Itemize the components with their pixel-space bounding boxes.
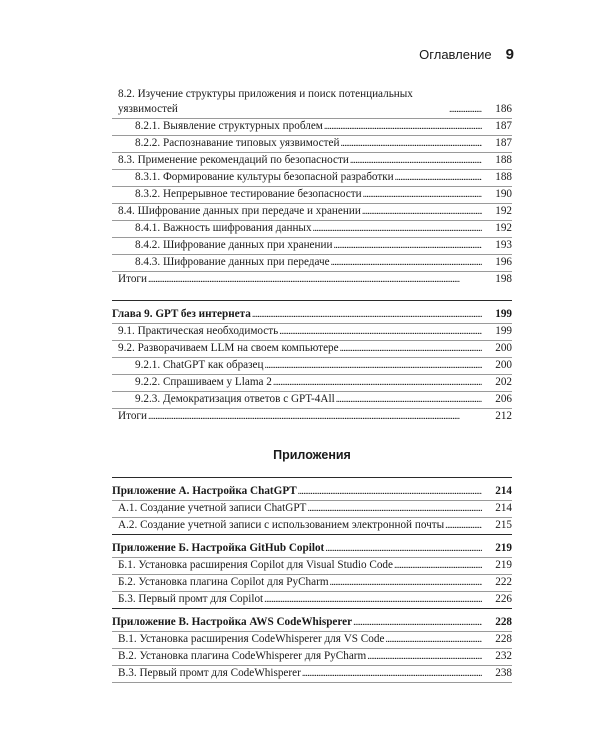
toc-entry-8-2 xyxy=(112,86,512,119)
toc-appendix-page: 219 xyxy=(495,542,512,554)
toc-entry-page: 202 xyxy=(495,376,512,388)
toc-entry-8-4-2 xyxy=(112,238,512,255)
toc-entry-title: 8.4.3. Шифрование данных при передаче xyxy=(135,256,330,268)
toc-chapter-title: Глава 9. GPT без интернета xyxy=(112,308,251,320)
toc-entry-c-3 xyxy=(112,666,512,683)
toc-appendix-title: Приложение А. Настройка ChatGPT xyxy=(112,485,297,497)
toc-entry-9-2-2 xyxy=(112,375,512,392)
toc-appendix-title: Приложение В. Настройка AWS CodeWhisperer xyxy=(112,616,353,628)
toc-entry-8-4 xyxy=(112,204,512,221)
toc-entry-title: 8.4.2. Шифрование данных при хранении xyxy=(135,239,333,251)
toc-entry-9-2-3 xyxy=(112,392,512,409)
toc-entry-title: А.2. Создание учетной записи с использованием электронной почты xyxy=(118,519,445,531)
toc-entry-title: В.1. Установка расширения CodeWhisperer для VS Code xyxy=(118,633,385,645)
toc-appendix-a xyxy=(112,484,512,501)
toc-entry-title: Б.2. Установка плагина Copilot для PyCharm xyxy=(118,576,329,588)
toc-entry-page: 219 xyxy=(495,559,512,571)
toc-entry-page: 222 xyxy=(495,576,512,588)
toc-entry-page: 232 xyxy=(495,650,512,662)
toc-entry-title: 8.2. Изучение структуры приложения и поиск потенциальных уязвимостей xyxy=(118,87,449,117)
chapter-separator xyxy=(112,288,512,301)
running-header xyxy=(419,46,514,63)
toc-entry-page: 214 xyxy=(495,502,512,514)
toc-entry-title: 9.2.3. Демократизация ответов с GPT-4All xyxy=(135,393,335,405)
toc-entry-page: 199 xyxy=(495,325,512,337)
toc-entry-8-4-1 xyxy=(112,221,512,238)
toc-entry-title: А.1. Создание учетной записи ChatGPT xyxy=(118,502,307,514)
toc-entry-8-summary xyxy=(112,272,512,288)
toc-appendix-page: 228 xyxy=(495,616,512,628)
toc-entry-page: 226 xyxy=(495,593,512,605)
toc-entry-9-2-1 xyxy=(112,358,512,375)
toc-entry-8-4-3 xyxy=(112,255,512,272)
toc-entry-page: 187 xyxy=(495,137,512,149)
toc-entry-page: 228 xyxy=(495,633,512,645)
toc-entry-page: 193 xyxy=(495,239,512,251)
toc-entry-title: 9.2.2. Спрашиваем у Llama 2 xyxy=(135,376,272,388)
toc-entry-page: 187 xyxy=(495,120,512,132)
page-number: 9 xyxy=(505,46,514,63)
toc-entry-a-2 xyxy=(112,518,512,535)
toc-entry-page: 188 xyxy=(495,154,512,166)
toc-entry-page: 215 xyxy=(495,519,512,531)
toc-entry-title: 8.3.2. Непрерывное тестирование безопасности xyxy=(135,188,362,200)
toc-entry-title: 9.2. Разворачиваем LLM на своем компьютере xyxy=(118,342,339,354)
toc-entry-title: 8.2.1. Выявление структурных проблем xyxy=(135,120,323,132)
toc-entry-8-2-1 xyxy=(112,119,512,136)
toc-chapter-page: 199 xyxy=(495,308,512,320)
toc-entry-a-1 xyxy=(112,501,512,518)
toc-chapter-9 xyxy=(112,307,512,324)
toc-entry-title: Итоги xyxy=(118,410,147,422)
toc-entry-c-1 xyxy=(112,632,512,649)
toc-entry-title: В.2. Установка плагина CodeWhisperer для PyCharm xyxy=(118,650,367,662)
appendices-heading: Приложения xyxy=(273,448,351,462)
toc-entry-title: 8.4.1. Важность шифрования данных xyxy=(135,222,312,234)
toc-entry-page: 188 xyxy=(495,171,512,183)
toc-entry-title: 8.3.1. Формирование культуры безопасной разработки xyxy=(135,171,394,183)
toc-appendix-page: 214 xyxy=(495,485,512,497)
toc-entry-page: 196 xyxy=(495,256,512,268)
toc-entry-title: 8.2.2. Распознавание типовых уязвимостей xyxy=(135,137,340,149)
toc-entry-page: 186 xyxy=(495,103,512,115)
toc-entry-title: 9.2.1. ChatGPT как образец xyxy=(135,359,264,371)
toc-entry-title: Б.1. Установка расширения Copilot для Visual Studio Code xyxy=(118,559,393,571)
toc-entry-page: 192 xyxy=(495,222,512,234)
toc-entry-title: 8.4. Шифрование данных при передаче и хранении xyxy=(118,205,361,217)
toc-entry-title: 9.1. Практическая необходимость xyxy=(118,325,279,337)
toc-entry-title: Итоги xyxy=(118,273,147,285)
toc-entry-page: 200 xyxy=(495,342,512,354)
toc-entry-page: 192 xyxy=(495,205,512,217)
toc-entry-b-3 xyxy=(112,592,512,609)
toc-entry-c-2 xyxy=(112,649,512,666)
toc-appendix-b xyxy=(112,541,512,558)
toc-entry-9-1 xyxy=(112,324,512,341)
toc-entry-8-2-2 xyxy=(112,136,512,153)
toc-entry-page: 200 xyxy=(495,359,512,371)
toc-appendix-title: Приложение Б. Настройка GitHub Copilot xyxy=(112,542,325,554)
toc-entry-title: В.3. Первый промт для CodeWhisperer xyxy=(118,667,301,679)
toc-entry-page: 206 xyxy=(495,393,512,405)
toc-entry-8-3-1 xyxy=(112,170,512,187)
toc-entry-b-2 xyxy=(112,575,512,592)
toc-entry-title: Б.3. Первый промт для Copilot xyxy=(118,593,264,605)
toc-entry-9-summary xyxy=(112,409,512,425)
toc-entry-page: 238 xyxy=(495,667,512,679)
toc-entry-page: 198 xyxy=(495,273,512,285)
table-of-contents xyxy=(112,86,512,683)
toc-entry-b-1 xyxy=(112,558,512,575)
toc-entry-title: 8.3. Применение рекомендаций по безопасности xyxy=(118,154,349,166)
toc-entry-page: 190 xyxy=(495,188,512,200)
running-header-title: Оглавление xyxy=(419,47,492,62)
toc-entry-8-3-2 xyxy=(112,187,512,204)
toc-appendix-c xyxy=(112,615,512,632)
toc-entry-8-3 xyxy=(112,153,512,170)
toc-entry-page: 212 xyxy=(495,410,512,422)
toc-entry-9-2 xyxy=(112,341,512,358)
